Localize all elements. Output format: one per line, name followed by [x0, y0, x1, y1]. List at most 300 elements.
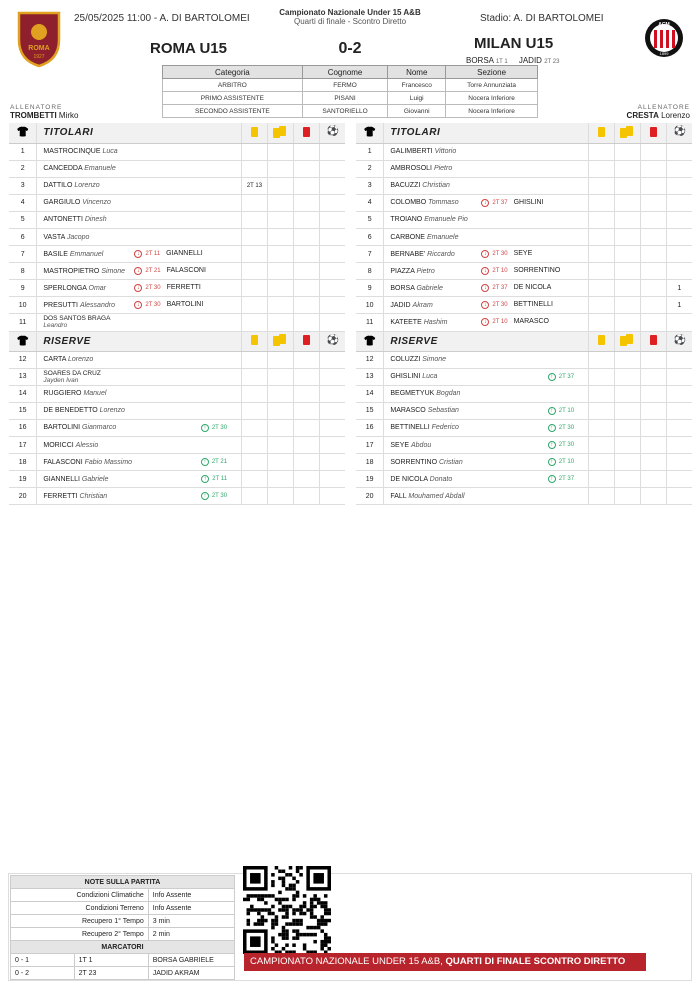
player-row	[356, 160, 692, 177]
away-roster-table	[356, 123, 692, 505]
yellow-card-cell	[242, 437, 268, 454]
shirt-icon-cell	[9, 331, 37, 351]
player-name-cell	[37, 280, 242, 297]
qr-module	[303, 901, 307, 905]
player-row	[356, 177, 692, 194]
qr-module	[285, 936, 289, 940]
away-coach-first-name: Lorenzo	[661, 111, 690, 120]
goals-cell	[666, 194, 692, 211]
double-yellow-card-icon	[273, 334, 287, 346]
yellow-card-cell	[589, 280, 615, 297]
player-name-cell	[384, 314, 589, 331]
player-number: 6	[356, 228, 384, 245]
player-surname: DOS SANTOS BRAGA	[43, 315, 111, 323]
player-name-cell	[37, 160, 242, 177]
substitution-in	[548, 373, 580, 381]
qr-module	[303, 894, 307, 898]
yellow-card-icon	[251, 127, 258, 137]
double-yellow-cell	[614, 143, 640, 160]
red-card-header	[293, 123, 319, 143]
officials-header: Sezione	[446, 66, 538, 79]
double-yellow-header	[267, 123, 293, 143]
red-card-cell	[640, 297, 666, 314]
player-number: 2	[356, 160, 384, 177]
goals-cell	[319, 160, 345, 177]
double-yellow-cell	[267, 297, 293, 314]
substitution-in	[201, 424, 233, 432]
player-surname: CARBONE	[390, 233, 425, 241]
qr-module	[243, 898, 247, 902]
qr-module	[310, 933, 314, 937]
double-yellow-cell	[267, 368, 293, 385]
player-name-cell	[384, 177, 589, 194]
qr-module	[289, 887, 293, 891]
player-first-name: Federico	[431, 424, 459, 432]
player-number: 8	[356, 263, 384, 280]
shirt-icon-cell	[356, 123, 384, 143]
player-name-cell	[37, 143, 242, 160]
qr-module	[324, 940, 328, 944]
player-row	[9, 211, 345, 228]
substitution-out	[481, 284, 551, 292]
sub-replacement: SEYE	[513, 250, 533, 258]
double-yellow-card-icon	[620, 334, 634, 346]
sub-out-arrow-icon: ↓	[134, 301, 142, 309]
player-surname: AMBROSOLI	[390, 165, 432, 173]
player-name-cell	[37, 402, 242, 419]
player-name-cell	[384, 280, 589, 297]
double-yellow-cell	[267, 177, 293, 194]
qr-module	[271, 880, 275, 884]
player-number: 14	[9, 385, 37, 402]
goals-cell: 1	[666, 280, 692, 297]
yellow-card-cell	[589, 368, 615, 385]
red-card-cell	[293, 160, 319, 177]
yellow-card-cell	[242, 351, 268, 368]
sub-out-arrow-icon: ↓	[481, 284, 489, 292]
double-yellow-cell	[267, 160, 293, 177]
player-surname: FALL	[390, 492, 407, 500]
double-yellow-cell	[614, 385, 640, 402]
sub-minute: 2T 37	[492, 285, 508, 292]
player-number: 14	[356, 385, 384, 402]
player-name-cell	[37, 368, 242, 385]
qr-module	[282, 929, 286, 933]
goals-cell	[319, 419, 345, 436]
sub-out-arrow-icon: ↓	[134, 284, 142, 292]
player-name-cell	[384, 402, 589, 419]
sub-out-arrow-icon: ↓	[481, 301, 489, 309]
yellow-card-cell	[589, 297, 615, 314]
player-first-name: Lorenzo	[99, 407, 125, 415]
player-surname: BEGMETYUK	[390, 390, 435, 398]
qr-module	[268, 912, 272, 916]
substitution-out	[134, 267, 206, 275]
qr-module	[271, 922, 275, 926]
qr-module	[285, 929, 289, 933]
red-card-cell	[293, 488, 319, 505]
roster-section-header	[356, 123, 692, 143]
player-first-name: Donato	[429, 475, 453, 483]
player-surname: BASILE	[43, 250, 68, 258]
red-card-cell	[640, 263, 666, 280]
double-yellow-cell	[267, 385, 293, 402]
goals-cell	[319, 263, 345, 280]
player-number: 20	[9, 488, 37, 505]
player-first-name: Vincenzo	[82, 199, 111, 207]
qr-module	[313, 915, 317, 919]
double-yellow-cell	[614, 488, 640, 505]
player-row	[356, 437, 692, 454]
officials-header: Cognome	[302, 66, 388, 79]
qr-module	[324, 933, 328, 937]
player-row	[356, 471, 692, 488]
player-first-name: Emanuele	[84, 165, 116, 173]
qr-module	[327, 947, 331, 951]
qr-module	[289, 905, 293, 909]
qr-module	[296, 866, 300, 870]
qr-module	[324, 905, 328, 909]
player-first-name: Tommaso	[428, 199, 459, 207]
player-row	[356, 385, 692, 402]
qr-module	[271, 947, 275, 951]
qr-module	[324, 936, 328, 940]
player-surname: MASTROCINQUE	[43, 148, 101, 156]
red-card-cell	[640, 246, 666, 263]
player-first-name: Jayden Ivan	[43, 376, 79, 384]
yellow-card-cell	[589, 454, 615, 471]
shirt-icon-cell	[9, 123, 37, 143]
qr-finder-center	[313, 873, 324, 884]
player-number: 4	[9, 194, 37, 211]
sub-out-arrow-icon: ↓	[481, 318, 489, 326]
goals-cell	[319, 194, 345, 211]
goals-cell	[666, 246, 692, 263]
double-yellow-cell	[614, 471, 640, 488]
qr-module	[250, 905, 254, 909]
player-row	[9, 160, 345, 177]
substitution-out	[134, 250, 202, 258]
player-first-name: Omar	[88, 284, 106, 292]
qr-module	[327, 940, 331, 944]
player-surname: VASTA	[43, 233, 65, 241]
double-yellow-header	[614, 123, 640, 143]
stadium-name: A. DI BARTOLOMEI	[513, 13, 604, 24]
qr-module	[257, 912, 261, 916]
red-card-cell	[640, 143, 666, 160]
yellow-card-cell	[242, 402, 268, 419]
yellow-card-cell	[589, 471, 615, 488]
note-key: Condizioni Terreno	[11, 902, 149, 915]
double-yellow-cell	[614, 368, 640, 385]
double-yellow-cell	[614, 228, 640, 245]
qr-module	[271, 894, 275, 898]
qr-module	[278, 898, 282, 902]
yellow-card-cell	[589, 419, 615, 436]
sub-replacement: DE NICOLA	[513, 284, 552, 292]
goals-cell	[319, 402, 345, 419]
sub-minute: 2T 11	[212, 476, 228, 483]
officials-header: Categoria	[163, 66, 303, 79]
qr-module	[310, 901, 314, 905]
qr-module	[299, 922, 303, 926]
match-score: 0-2	[338, 40, 362, 57]
qr-module	[271, 926, 275, 930]
red-card-cell	[293, 437, 319, 454]
banner-prefix: CAMPIONATO NAZIONALE UNDER 15 A&B,	[250, 956, 443, 967]
home-roster-table	[9, 123, 345, 505]
shirt-icon: 👕	[16, 335, 29, 347]
double-yellow-cell	[614, 160, 640, 177]
player-surname: ANTONETTI	[43, 216, 83, 224]
qr-module	[303, 933, 307, 937]
red-card-cell	[293, 471, 319, 488]
away-coach	[627, 104, 690, 120]
qr-module	[292, 919, 296, 923]
qr-module	[275, 866, 279, 870]
goals-cell	[319, 351, 345, 368]
banner-stage: QUARTI DI FINALE SCONTRO DIRETTO	[445, 956, 626, 967]
qr-module	[320, 929, 324, 933]
qr-module	[296, 922, 300, 926]
sub-in-arrow-icon: ↑	[201, 475, 209, 483]
yellow-card-cell	[242, 419, 268, 436]
player-row	[9, 297, 345, 314]
official-first-name: Luigi	[388, 92, 446, 105]
player-name-cell	[37, 385, 242, 402]
player-first-name: Sebastian	[427, 407, 459, 415]
red-card-cell	[640, 351, 666, 368]
qr-module	[275, 919, 279, 923]
sub-out-arrow-icon: ↓	[134, 267, 142, 275]
qr-module	[327, 908, 331, 912]
player-surname: BACUZZI	[390, 182, 421, 190]
red-card-cell	[293, 419, 319, 436]
qr-module	[313, 940, 317, 944]
substitution-out	[481, 301, 553, 309]
double-yellow-cell	[614, 297, 640, 314]
player-row	[356, 419, 692, 436]
player-first-name: Pietro	[416, 267, 435, 275]
qr-module	[247, 908, 251, 912]
section-title-cell	[37, 123, 242, 143]
goals-cell	[319, 280, 345, 297]
sub-minute: 2T 30	[492, 302, 508, 309]
official-first-name: Francesco	[388, 79, 446, 92]
red-card-cell	[640, 488, 666, 505]
qr-module	[257, 908, 261, 912]
player-name-cell	[37, 177, 242, 194]
player-first-name: Gabriele	[81, 475, 109, 483]
official-first-name: Giovanni	[388, 105, 446, 118]
qr-finder-center	[250, 936, 261, 947]
competition-header	[250, 8, 450, 26]
player-number: 11	[9, 314, 37, 331]
player-name-cell	[384, 194, 589, 211]
red-card-cell	[640, 228, 666, 245]
player-first-name: Emanuele	[426, 233, 459, 241]
qr-module	[299, 912, 303, 916]
sub-minute: 2T 37	[558, 373, 575, 380]
qr-module	[289, 866, 293, 870]
qr-module	[320, 901, 324, 905]
qr-module	[254, 922, 258, 926]
substitution-out	[481, 267, 560, 275]
yellow-card-header	[589, 331, 615, 351]
qr-module	[261, 922, 265, 926]
double-yellow-cell	[614, 246, 640, 263]
player-number: 13	[356, 368, 384, 385]
player-surname: SPERLONGA	[43, 284, 87, 292]
player-number: 3	[9, 177, 37, 194]
red-card-cell	[293, 297, 319, 314]
competition-banner	[244, 953, 646, 971]
qr-module	[292, 943, 296, 947]
red-card-icon	[650, 127, 657, 137]
player-row	[9, 402, 345, 419]
stadium	[480, 13, 604, 24]
note-value: Info Assente	[148, 889, 234, 902]
qr-module	[327, 936, 331, 940]
sub-minute: 2T 10	[492, 319, 508, 326]
qr-module	[271, 936, 275, 940]
double-yellow-cell	[614, 314, 640, 331]
yellow-card-cell	[589, 228, 615, 245]
player-number: 6	[9, 228, 37, 245]
yellow-card-cell	[589, 246, 615, 263]
player-number: 18	[9, 454, 37, 471]
red-card-cell	[640, 177, 666, 194]
player-name-cell	[384, 368, 589, 385]
milan-logo-text: ACM	[658, 22, 670, 28]
qr-module	[282, 877, 286, 881]
roster-section-header	[9, 123, 345, 143]
yellow-card-cell	[242, 211, 268, 228]
yellow-card-header	[242, 331, 268, 351]
qr-module	[327, 919, 331, 923]
goal-header	[319, 123, 345, 143]
sub-in-arrow-icon: ↑	[201, 424, 209, 432]
qr-code[interactable]	[243, 866, 331, 954]
player-surname: CARTA	[43, 356, 67, 364]
double-yellow-cell	[267, 263, 293, 280]
player-surname: DATTILO	[43, 182, 73, 190]
sub-minute: 2T 30	[558, 442, 575, 449]
player-number: 4	[356, 194, 384, 211]
officials-row	[163, 92, 538, 105]
sub-out-arrow-icon: ↓	[481, 267, 489, 275]
sub-minute: 2T 21	[145, 268, 161, 275]
qr-module	[257, 922, 261, 926]
qr-module	[261, 915, 265, 919]
scorer-name: JADID AKRAM	[148, 967, 234, 980]
player-name-cell	[37, 314, 242, 331]
player-name-cell	[37, 263, 242, 280]
player-row	[356, 246, 692, 263]
player-surname: PRESUTTI	[43, 301, 78, 309]
double-yellow-cell	[614, 402, 640, 419]
stadium-label: Stadio:	[480, 13, 512, 24]
player-number: 5	[356, 211, 384, 228]
away-scorer-minute: 1T 1	[495, 59, 508, 65]
qr-module	[285, 908, 289, 912]
double-yellow-cell	[614, 419, 640, 436]
sub-out-arrow-icon: ↓	[134, 250, 142, 258]
qr-module	[292, 912, 296, 916]
player-row	[356, 454, 692, 471]
qr-module	[296, 929, 300, 933]
player-surname: RUGGIERO	[43, 390, 82, 398]
section-title: RISERVE	[390, 335, 438, 347]
milan-logo-year: 1899	[659, 51, 669, 56]
player-row	[9, 437, 345, 454]
qr-module	[247, 922, 251, 926]
qr-module	[278, 870, 282, 874]
red-card-cell	[640, 454, 666, 471]
goals-cell	[666, 263, 692, 280]
goals-cell	[666, 471, 692, 488]
player-number: 12	[9, 351, 37, 368]
red-card-cell	[640, 211, 666, 228]
officials-row	[163, 79, 538, 92]
roma-logo-text: ROMA	[28, 45, 50, 52]
competition-name: Campionato Nazionale Under 15 A&B	[279, 8, 421, 17]
yellow-card-icon	[626, 334, 633, 344]
qr-module	[271, 905, 275, 909]
player-name-cell	[384, 263, 589, 280]
qr-module	[247, 912, 251, 916]
player-first-name: Emanuele Pio	[424, 216, 468, 224]
yellow-card-cell	[589, 263, 615, 280]
red-card-cell	[640, 402, 666, 419]
scorer-score: 0 - 1	[11, 954, 75, 967]
player-first-name: Mouhamed Abdall	[408, 492, 465, 500]
yellow-card-cell	[589, 211, 615, 228]
player-row	[9, 385, 345, 402]
player-first-name: Simone	[422, 356, 446, 364]
qr-module	[282, 933, 286, 937]
qr-module	[264, 908, 268, 912]
player-first-name: Luca	[422, 373, 438, 381]
player-name-cell	[37, 246, 242, 263]
qr-module	[324, 894, 328, 898]
red-card-cell	[293, 314, 319, 331]
red-card-cell	[640, 160, 666, 177]
qr-module	[264, 901, 268, 905]
player-first-name: Akram	[412, 301, 433, 309]
match-notes-table	[10, 875, 235, 980]
qr-module	[296, 870, 300, 874]
sub-minute: 2T 30	[492, 251, 508, 258]
qr-module	[282, 908, 286, 912]
player-row	[9, 280, 345, 297]
goals-cell	[666, 143, 692, 160]
player-first-name: Bogdan	[436, 390, 461, 398]
player-row	[356, 263, 692, 280]
player-name-cell	[37, 454, 242, 471]
red-card-cell	[293, 351, 319, 368]
shirt-icon: 👕	[363, 127, 376, 139]
player-row	[9, 351, 345, 368]
double-yellow-cell	[267, 228, 293, 245]
player-first-name: Simone	[101, 267, 126, 275]
qr-module	[296, 908, 300, 912]
qr-module	[292, 877, 296, 881]
section-title: RISERVE	[43, 335, 91, 347]
goals-cell	[666, 160, 692, 177]
player-row	[9, 263, 345, 280]
official-surname: FERMO	[302, 79, 388, 92]
